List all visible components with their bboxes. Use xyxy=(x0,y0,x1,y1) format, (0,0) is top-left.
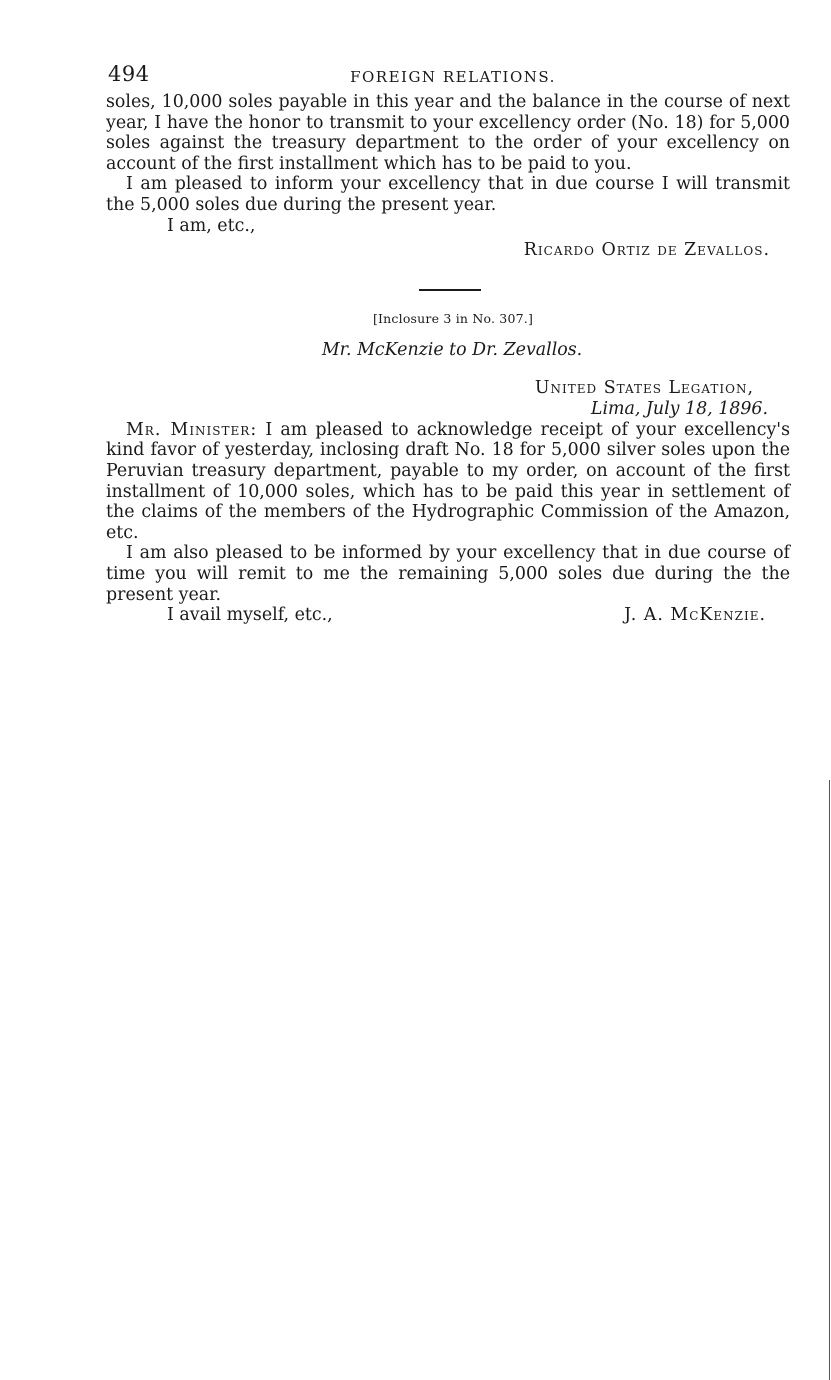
letter2-closing: I avail myself, etc., xyxy=(167,605,333,626)
letter2-signature: J. A. McKenzie. xyxy=(624,605,766,626)
page-number: 494 xyxy=(108,62,150,86)
dateline: Lima, July 18, 1896. xyxy=(590,398,768,419)
page-header xyxy=(106,62,790,92)
inclosure-label: [Inclosure 3 in No. 307.] xyxy=(372,310,534,326)
letter1-paragraph-2: I am pleased to inform your excellency that in due course I will transmit the 5,000 soles due during the present year. xyxy=(106,174,790,215)
letter2-paragraph-1 xyxy=(106,420,790,544)
section-divider xyxy=(419,289,481,291)
letter1-closing: I am, etc., xyxy=(167,215,256,236)
document-page xyxy=(106,62,790,627)
running-head: FOREIGN RELATIONS. xyxy=(350,68,556,86)
page-edge-line xyxy=(829,780,830,1380)
letter2-paragraph-2: I am also pleased to be informed by your excellency that in due course of time you will remit to me the remaining 5,000 soles due during the the present year. xyxy=(106,543,790,605)
salutation: Mr. Minister: xyxy=(126,419,258,440)
letter1-signature: Ricardo Ortiz de Zevallos. xyxy=(523,240,770,261)
letter2-closing-row xyxy=(106,605,790,627)
letter2-paragraph-1-text: I am pleased to acknowledge receipt of your excellency's kind favor of yesterday, inclosing draft No. 18 for 5,000 silver soles upon the Peruvian treasury department, payable to my order, on account of the first installment of 10,000 soles, which has to be paid this year in settlement of the claims of the members of the Hydrographic Commission of the Amazon, etc. xyxy=(106,419,790,543)
letter1-paragraph-1: soles, 10,000 soles payable in this year and the balance in the course of next year, I have the honor to transmit to your excellency order (No. 18) for 5,000 soles against the treasury department to the order of your excellency on account of the first installment which has to be paid to you. xyxy=(106,92,790,174)
legation-heading: United States Legation, xyxy=(534,377,754,398)
letter-title: Mr. McKenzie to Dr. Zevallos. xyxy=(321,339,583,360)
